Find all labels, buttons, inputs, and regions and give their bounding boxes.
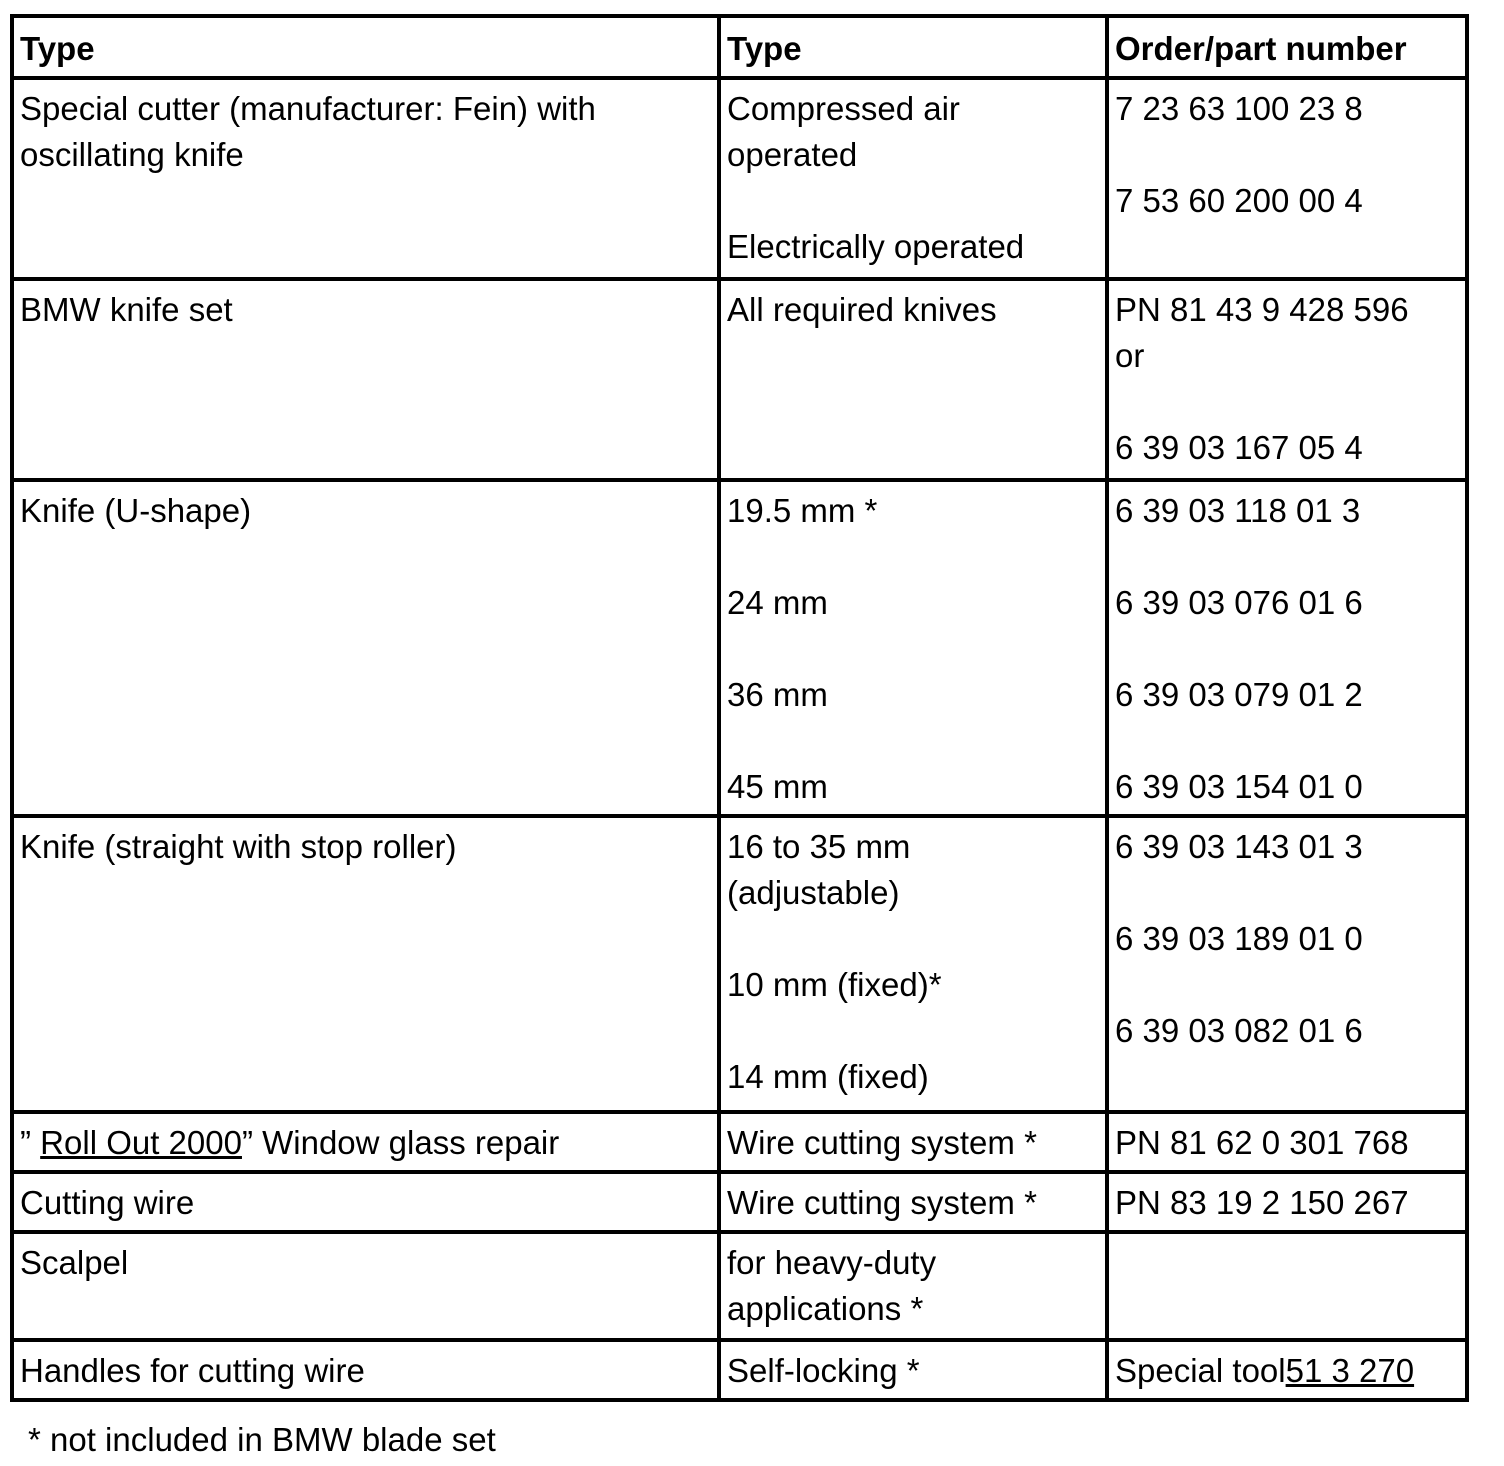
cell-part-number	[1107, 1112, 1467, 1172]
cell-text: 6 39 03 079 01 2	[1115, 676, 1363, 713]
cell-type	[719, 78, 1107, 279]
table-row	[12, 480, 1467, 816]
cell-text: All required knives	[727, 291, 997, 328]
cell-text: PN 81 43 9 428 596	[1115, 291, 1409, 328]
cell-text: Cutting wire	[20, 1184, 195, 1221]
cell-part-number	[1107, 1340, 1467, 1400]
cell-text: 6 39 03 189 01 0	[1115, 920, 1363, 957]
cell-text: (adjustable)	[727, 874, 900, 911]
cell-text: 6 39 03 167 05 4	[1115, 429, 1363, 466]
table-row	[12, 279, 1467, 480]
cell-text: Knife (U-shape)	[20, 492, 252, 529]
table-row	[12, 78, 1467, 279]
cell-text: Wire cutting system *	[727, 1124, 1037, 1161]
cell-text: Special cutter (manufacturer: Fein) with	[20, 90, 596, 127]
cell-item	[12, 78, 719, 279]
cell-text: Scalpel	[20, 1244, 129, 1281]
cell-gap	[727, 718, 1099, 764]
cell-part-number	[1107, 279, 1467, 480]
cell-text: Self-locking *	[727, 1352, 920, 1389]
cell-gap	[1115, 132, 1459, 178]
cell-type	[719, 1112, 1107, 1172]
column-header-type: Type	[12, 16, 719, 78]
table-row	[12, 816, 1467, 1112]
cell-text	[1115, 1348, 1459, 1394]
cell-gap	[1115, 626, 1459, 672]
parts-table	[10, 14, 1469, 1402]
cell-gap	[1115, 870, 1459, 916]
cell-text: 6 39 03 076 01 6	[1115, 584, 1363, 621]
cell-item	[12, 480, 719, 816]
cell-gap	[1115, 718, 1459, 764]
cell-text: 10 mm (fixed)*	[727, 966, 942, 1003]
cell-part-number	[1107, 816, 1467, 1112]
cell-part-number	[1107, 78, 1467, 279]
cell-gap	[727, 178, 1099, 224]
table-row	[12, 1340, 1467, 1400]
cell-text: 6 39 03 082 01 6	[1115, 1012, 1363, 1049]
cell-text: 45 mm	[727, 768, 828, 805]
table-row	[12, 1232, 1467, 1340]
footnote: * not included in BMW blade set	[28, 1421, 496, 1458]
cell-text	[20, 1120, 711, 1166]
cell-item	[12, 1112, 719, 1172]
cell-item	[12, 279, 719, 480]
cell-gap	[1115, 379, 1459, 425]
cell-type	[719, 279, 1107, 480]
cell-text: or	[1115, 337, 1145, 374]
cell-text: 6 39 03 118 01 3	[1115, 492, 1361, 529]
cell-item	[12, 1340, 719, 1400]
cell-text: operated	[727, 136, 858, 173]
table-row	[12, 1172, 1467, 1232]
cell-gap	[727, 916, 1099, 962]
cell-gap	[727, 626, 1099, 672]
cell-text: 24 mm	[727, 584, 828, 621]
cell-text-suffix: ” Window glass repair	[241, 1124, 560, 1161]
cell-text: Electrically operated	[727, 228, 1025, 265]
cell-text: Handles for cutting wire	[20, 1352, 365, 1389]
table-row	[12, 1112, 1467, 1172]
cell-text: 6 39 03 143 01 3	[1115, 828, 1363, 865]
special-tool-label: Special tool	[1115, 1352, 1286, 1389]
cell-text: 16 to 35 mm	[727, 828, 911, 865]
quote-open: ”	[20, 1124, 41, 1161]
cell-type	[719, 816, 1107, 1112]
cell-gap	[1115, 534, 1459, 580]
cell-text: oscillating knife	[20, 136, 244, 173]
roll-out-2000-link[interactable]: Roll Out 2000	[40, 1124, 242, 1161]
cell-text: PN 83 19 2 150 267	[1115, 1184, 1409, 1221]
table-header-row	[12, 16, 1467, 78]
cell-type	[719, 1172, 1107, 1232]
cell-text: 6 39 03 154 01 0	[1115, 768, 1363, 805]
cell-item	[12, 1172, 719, 1232]
cell-text: Knife (straight with stop roller)	[20, 828, 457, 865]
cell-item	[12, 816, 719, 1112]
cell-text: 19.5 mm *	[727, 492, 878, 529]
cell-part-number	[1107, 1232, 1467, 1340]
cell-type	[719, 1232, 1107, 1340]
cell-text: 14 mm (fixed)	[727, 1058, 929, 1095]
cell-text: 7 53 60 200 00 4	[1115, 182, 1363, 219]
cell-text: PN 81 62 0 301 768	[1115, 1124, 1409, 1161]
cell-text: BMW knife set	[20, 291, 233, 328]
cell-text: Compressed air	[727, 90, 960, 127]
column-header-type-2: Type	[719, 16, 1107, 78]
cell-item	[12, 1232, 719, 1340]
cell-type	[719, 1340, 1107, 1400]
cell-part-number	[1107, 1172, 1467, 1232]
cell-text: applications *	[727, 1290, 924, 1327]
column-header-order-number: Order/part number	[1107, 16, 1467, 78]
special-tool-51-3-270-link[interactable]: 51 3 270	[1285, 1352, 1415, 1389]
cell-gap	[727, 1008, 1099, 1054]
cell-text: Wire cutting system *	[727, 1184, 1037, 1221]
cell-text: 7 23 63 100 23 8	[1115, 90, 1363, 127]
cell-text: for heavy-duty	[727, 1244, 937, 1281]
cell-gap	[727, 534, 1099, 580]
cell-type	[719, 480, 1107, 816]
cell-gap	[1115, 962, 1459, 1008]
cell-text: 36 mm	[727, 676, 828, 713]
cell-part-number	[1107, 480, 1467, 816]
